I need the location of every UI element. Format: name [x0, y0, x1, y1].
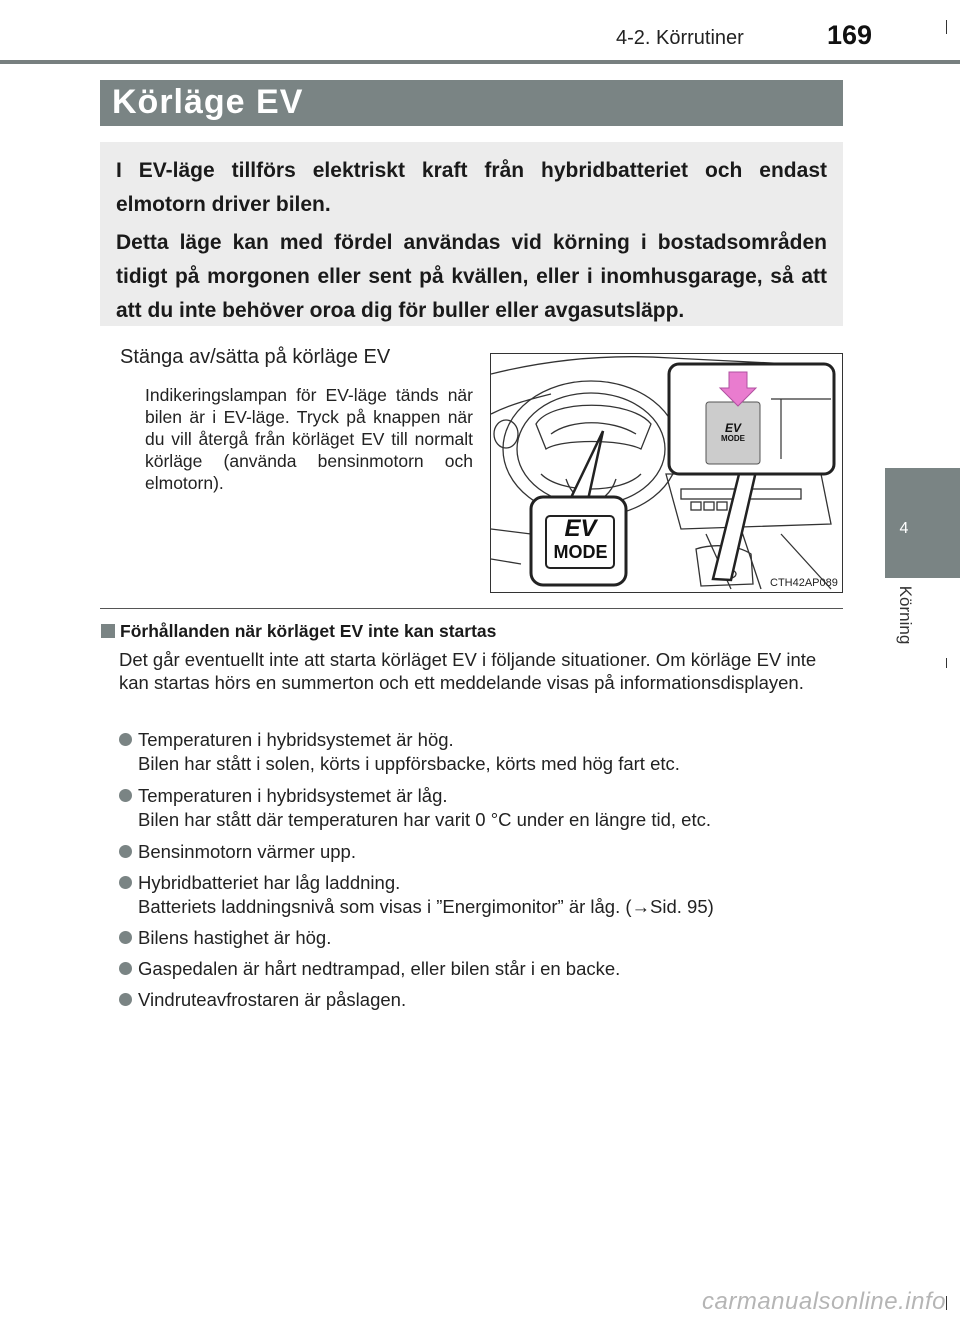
mode-label-large: MODE — [553, 542, 608, 562]
dashboard-drawing — [491, 354, 842, 592]
crop-mark — [946, 1296, 947, 1310]
section-label: 4-2. Körrutiner — [616, 27, 744, 49]
ev-mode-illustration — [490, 353, 843, 593]
bullet-dot-icon — [119, 962, 132, 975]
watermark: carmanualsonline.info — [702, 1288, 946, 1315]
switch-heading: Stänga av/sätta på körläge EV — [120, 346, 391, 368]
list-item: Vindruteavfrostaren är påslagen. — [119, 988, 839, 1012]
bullet-dot-icon — [119, 845, 132, 858]
intro-paragraph-2: Detta läge kan med fördel användas vid körning i bostadsområden tidigt på morgonen eller sent på kvällen, eller i inomhusgarage, så att att du inte behöver oroa dig för buller eller avgasutsläpp. — [116, 231, 827, 322]
list-item: Bensinmotorn värmer upp. — [119, 840, 839, 864]
bullet-dot-icon — [119, 931, 132, 944]
crop-mark — [946, 20, 947, 34]
bullet-dot-icon — [119, 733, 132, 746]
header-rule — [0, 60, 960, 64]
section-divider — [100, 608, 843, 609]
chapter-label: Körning — [896, 585, 915, 645]
bullet-dot-icon — [119, 789, 132, 802]
ev-mode-button-small — [707, 422, 759, 444]
figure-code: CTH42AP089 — [770, 577, 838, 589]
conditions-heading — [101, 621, 496, 642]
list-item: Gaspedalen är hårt nedtrampad, eller bilen står i en backe. — [119, 957, 839, 981]
ev-label-large: EV — [564, 515, 597, 542]
chapter-number: 4 — [899, 520, 909, 537]
list-item: Temperaturen i hybridsystemet är hög. Bilen har stått i solen, körts i uppförsbacke, körts med hög fart etc. — [119, 728, 839, 776]
switch-description: Indikeringslampan för EV-läge tänds när bilen är i EV-läge. Tryck på knappen när du vill återgå från körläget EV till normalt körläge (använda bensinmotorn och elmotorn). — [145, 385, 473, 493]
mode-label-small: MODE — [721, 434, 745, 443]
intro-box — [100, 142, 843, 326]
intro-paragraph-1: I EV-läge tillförs elektriskt kraft från hybridbatteriet och endast elmotorn driver bilen. — [116, 159, 827, 216]
list-item: Temperaturen i hybridsystemet är låg. Bilen har stått där temperaturen har varit 0 °C under en längre tid, etc. — [119, 784, 839, 832]
bullet-dot-icon — [119, 876, 132, 889]
list-item: Hybridbatteriet har låg laddning. Batteriets laddningsnivå som visas i ”Energimonitor” är låg. (→Sid. 95) — [119, 871, 839, 919]
conditions-body: Det går eventuellt inte att starta körläget EV i följande situationer. Om körläge EV inte kan startas hörs en summerton och ett meddelande visas på informationsdisplayen. — [119, 649, 817, 693]
square-bullet-icon — [101, 624, 115, 638]
page-number: 169 — [827, 20, 873, 50]
ev-label-small: EV — [724, 421, 741, 435]
bullet-dot-icon — [119, 993, 132, 1006]
page-title: Körläge EV — [112, 83, 304, 121]
crop-mark — [946, 658, 947, 668]
conditions-heading-text: Förhållanden när körläget EV inte kan startas — [120, 621, 497, 641]
list-item: Bilens hastighet är hög. — [119, 926, 839, 950]
ev-mode-button-large — [547, 517, 614, 567]
